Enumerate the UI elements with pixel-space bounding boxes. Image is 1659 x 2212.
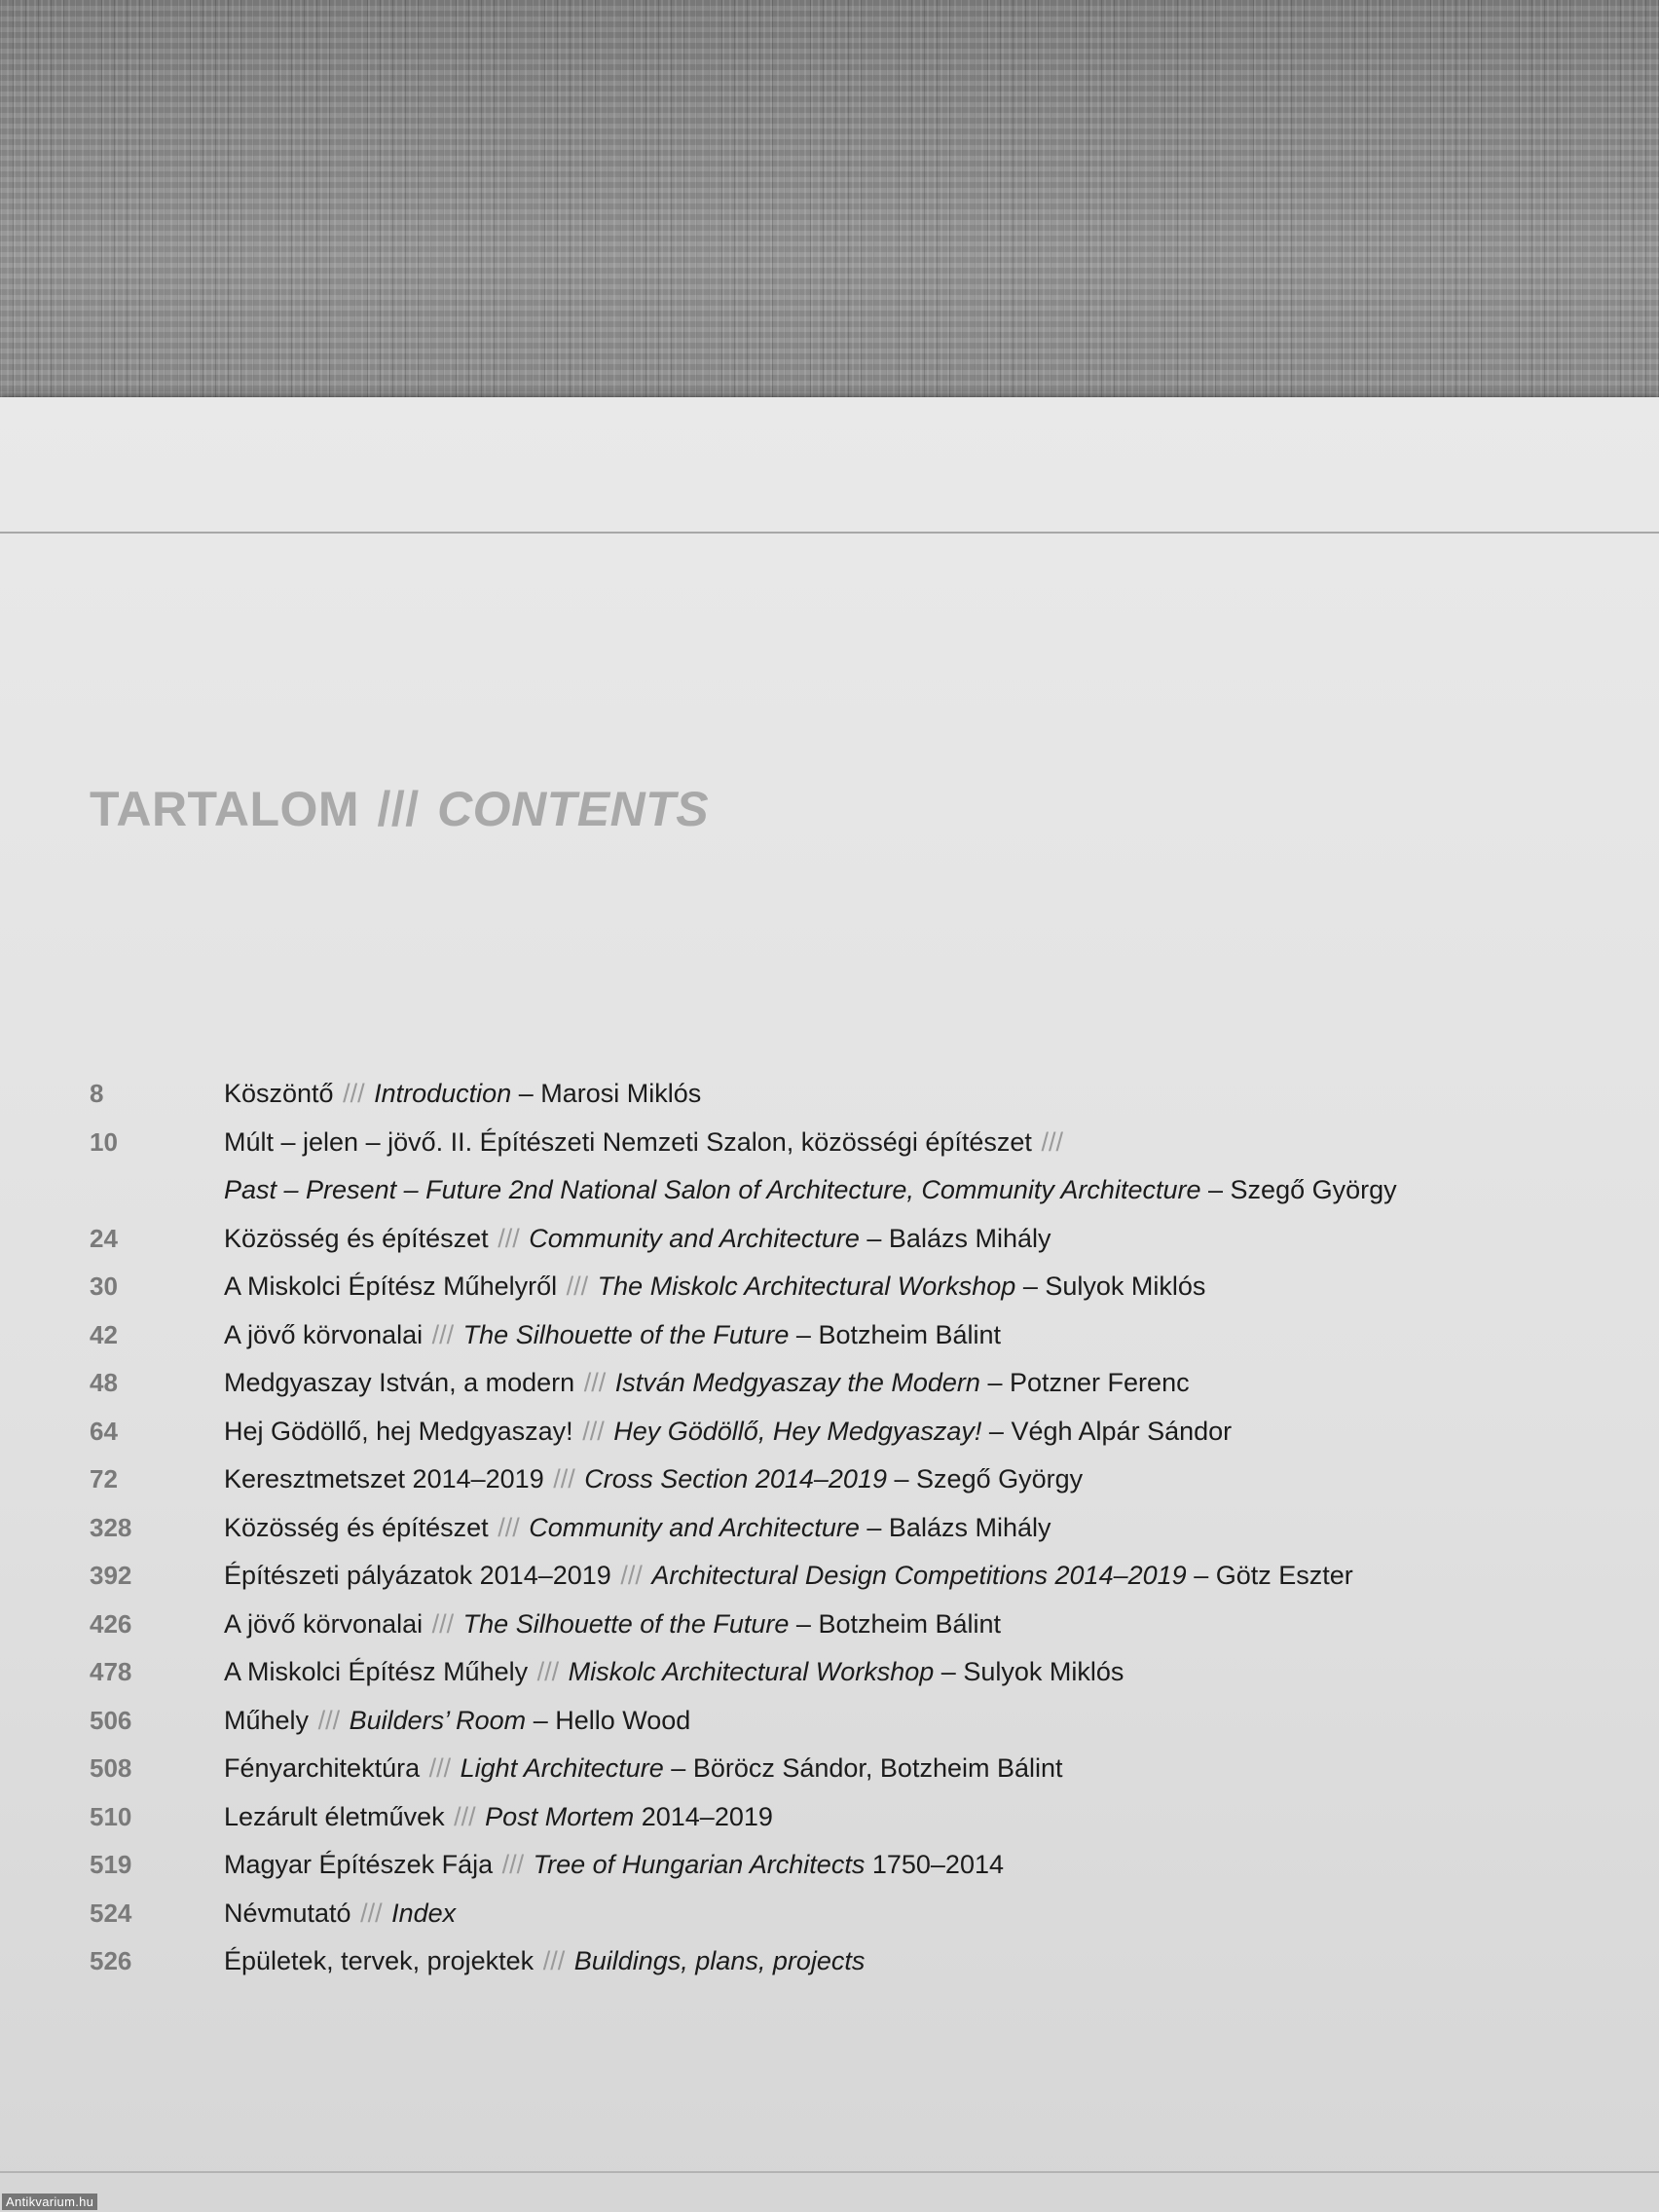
toc-author: Végh Alpár Sándor (1011, 1416, 1233, 1446)
toc-title (224, 1657, 1124, 1687)
toc-dash: – (1022, 1272, 1038, 1301)
toc-title-hu: Névmutató (224, 1898, 351, 1928)
toc-title-en: Builders’ Room (349, 1705, 527, 1735)
toc-dash: – (1208, 1175, 1224, 1204)
toc-title-en: Introduction (374, 1079, 512, 1108)
desk-background (0, 0, 1659, 428)
toc-dash: – (795, 1319, 811, 1349)
toc-page-number: 510 (90, 1801, 132, 1831)
toc-entry[interactable] (0, 1464, 1659, 1507)
toc-separator: /// (498, 1512, 520, 1542)
toc-author: Hello Wood (555, 1705, 691, 1735)
toc-page-number: 328 (90, 1512, 132, 1542)
toc-dash: – (795, 1608, 811, 1639)
toc-title-hu: Építészeti pályázatok 2014–2019 (224, 1561, 611, 1590)
toc-separator: /// (431, 1608, 455, 1639)
toc-dash: – (987, 1368, 1003, 1397)
toc-entry[interactable] (0, 1657, 1659, 1700)
toc-title (224, 1609, 1001, 1640)
toc-author: Botzheim Bálint (818, 1608, 1002, 1639)
toc-author: Götz Eszter (1215, 1561, 1353, 1590)
toc-title (224, 1946, 865, 1976)
toc-title (224, 1368, 1190, 1398)
toc-entry[interactable] (0, 1513, 1659, 1556)
toc-title-en: The Silhouette of the Future (462, 1608, 790, 1639)
toc-author: Potzner Ferenc (1010, 1368, 1190, 1397)
toc-title (224, 1175, 1397, 1205)
toc-page-number: 30 (90, 1272, 118, 1301)
toc-separator: /// (1041, 1126, 1063, 1157)
toc-separator: /// (498, 1223, 520, 1253)
toc-entry[interactable] (0, 1753, 1659, 1796)
toc-dash: – (940, 1657, 956, 1686)
toc-author: Balázs Mihály (888, 1512, 1051, 1542)
toc-separator: /// (431, 1319, 455, 1349)
book-page (0, 397, 1659, 2212)
toc-title-en: Buildings, plans, projects (573, 1946, 866, 1975)
toc-title (224, 1899, 456, 1929)
toc-title-hu: A Miskolci Építész Műhely (224, 1657, 529, 1686)
toc-dash: – (866, 1223, 882, 1253)
toc-page-number: 10 (90, 1126, 118, 1157)
toc-page-number: 392 (90, 1561, 132, 1590)
toc-title-hu: Múlt – jelen – jövő. II. Építészeti Nemzeti Szalon, közösségi építészet (224, 1126, 1032, 1157)
toc-entry[interactable] (0, 1899, 1659, 1941)
toc-page-number: 506 (90, 1705, 132, 1735)
toc-title-hu: Épületek, tervek, projektek (224, 1946, 535, 1975)
toc-title (224, 1802, 773, 1832)
toc-author: Sulyok Miklós (963, 1657, 1124, 1686)
toc-separator: /// (428, 1753, 452, 1783)
toc-separator: /// (566, 1272, 589, 1301)
toc-title-hu: A jövő körvonalai (224, 1319, 424, 1349)
toc-dash: – (988, 1416, 1004, 1446)
toc-title (224, 1417, 1232, 1447)
toc-entry[interactable] (0, 1368, 1659, 1411)
toc-page-number: 24 (90, 1223, 118, 1253)
toc-title (224, 1753, 1063, 1784)
toc-author: Botzheim Bálint (818, 1319, 1002, 1349)
toc-separator: /// (501, 1850, 525, 1879)
toc-page-number: 48 (90, 1368, 118, 1397)
toc-title (224, 1079, 701, 1109)
toc-title (224, 1561, 1353, 1591)
toc-separator: /// (582, 1416, 605, 1446)
toc-entry[interactable] (0, 1320, 1659, 1363)
toc-page-number: 524 (90, 1898, 132, 1928)
toc-title (224, 1850, 1004, 1880)
toc-title-en: Tree of Hungarian Architects (533, 1850, 866, 1879)
toc-title-en: Community and Architecture (529, 1223, 860, 1253)
toc-title-hu: Fényarchitektúra (224, 1753, 421, 1783)
toc-page-number: 64 (90, 1416, 118, 1446)
toc-separator: /// (536, 1657, 560, 1686)
toc-entry[interactable] (0, 1609, 1659, 1652)
toc-page-number: 526 (90, 1946, 132, 1975)
toc-separator: /// (454, 1801, 476, 1831)
toc-entry[interactable] (0, 1706, 1659, 1749)
bottom-rule (0, 2171, 1659, 2173)
toc-title-en: Cross Section 2014–2019 (584, 1464, 887, 1493)
toc-title-hu: Műhely (224, 1705, 310, 1735)
watermark: Antikvarium.hu (2, 2194, 97, 2210)
toc-separator: /// (360, 1898, 383, 1928)
toc-page-number: 426 (90, 1608, 132, 1639)
toc-title-hu: Keresztmetszet 2014–2019 (224, 1464, 544, 1493)
toc-title-hu: Közösség és építészet (224, 1223, 489, 1253)
toc-author: Marosi Miklós (540, 1079, 702, 1108)
toc-title-en: Miskolc Architectural Workshop (568, 1657, 935, 1686)
toc-page-number: 478 (90, 1657, 132, 1686)
toc-entry[interactable] (0, 1272, 1659, 1314)
heading-separator: /// (377, 782, 420, 836)
toc-page-number: 72 (90, 1464, 118, 1493)
toc-entry[interactable] (0, 1946, 1659, 1989)
toc-title-en: Light Architecture (460, 1753, 664, 1783)
toc-author: Szegő György (916, 1464, 1084, 1493)
toc-entry[interactable] (0, 1224, 1659, 1267)
toc-entry[interactable] (0, 1850, 1659, 1893)
toc-entry[interactable] (0, 1175, 1659, 1218)
toc-entry[interactable] (0, 1561, 1659, 1604)
toc-title-hu: Lezárult életművek (224, 1801, 445, 1831)
toc-dash: – (671, 1753, 686, 1783)
toc-title-en: Architectural Design Competitions 2014–2019 (651, 1561, 1187, 1590)
toc-entry[interactable] (0, 1079, 1659, 1122)
toc-dash: – (894, 1464, 909, 1493)
toc-title-en: Community and Architecture (529, 1512, 860, 1542)
heading-hu: TARTALOM (90, 782, 360, 836)
toc-page-number: 519 (90, 1850, 132, 1879)
toc-title-en: The Miskolc Architectural Workshop (597, 1272, 1016, 1301)
toc-years: 1750–2014 (871, 1850, 1004, 1879)
toc-title-hu: Magyar Építészek Fája (224, 1850, 494, 1879)
toc-title-hu: Hej Gödöllő, hej Medgyaszay! (224, 1416, 573, 1446)
toc-title (224, 1513, 1051, 1543)
toc-title-hu: A jövő körvonalai (224, 1608, 424, 1639)
toc-entry[interactable] (0, 1417, 1659, 1459)
toc-title (224, 1272, 1205, 1302)
toc-page-number: 8 (90, 1079, 104, 1108)
heading-en: CONTENTS (437, 782, 710, 836)
toc-title-en: Past – Present – Future 2nd National Salon of Architecture, Community Architecture (224, 1175, 1201, 1204)
toc-title-hu: Medgyaszay István, a modern (224, 1368, 575, 1397)
toc-dash: – (1194, 1561, 1209, 1590)
toc-page-number: 42 (90, 1319, 118, 1349)
toc-page-number: 508 (90, 1753, 132, 1783)
toc-separator: /// (542, 1946, 566, 1975)
toc-title-hu: Közösség és építészet (224, 1512, 489, 1542)
toc-title-hu: Köszöntő (224, 1079, 334, 1108)
toc-separator: /// (343, 1079, 365, 1108)
toc-title (224, 1224, 1051, 1254)
toc-title (224, 1320, 1001, 1350)
toc-author: Szegő György (1230, 1175, 1397, 1204)
table-of-contents (0, 397, 1659, 2212)
toc-separator: /// (553, 1464, 575, 1493)
toc-author: Sulyok Miklós (1045, 1272, 1206, 1301)
toc-dash: – (866, 1512, 882, 1542)
toc-separator: /// (583, 1368, 607, 1397)
toc-author: Balázs Mihály (888, 1223, 1051, 1253)
toc-separator: /// (620, 1561, 643, 1590)
toc-title-en: Post Mortem (485, 1801, 635, 1831)
toc-title-en: István Medgyaszay the Modern (614, 1368, 980, 1397)
toc-separator: /// (317, 1705, 341, 1735)
toc-title-en: The Silhouette of the Future (462, 1319, 790, 1349)
toc-title-hu: A Miskolci Építész Műhelyről (224, 1272, 558, 1301)
toc-title-en: Index (391, 1898, 457, 1928)
toc-title (224, 1464, 1083, 1494)
toc-title (224, 1127, 1065, 1158)
toc-dash: – (533, 1705, 548, 1735)
toc-title-en: Hey Gödöllő, Hey Medgyaszay! (613, 1416, 982, 1446)
toc-dash: – (518, 1079, 534, 1108)
toc-entry[interactable] (0, 1802, 1659, 1845)
toc-title (224, 1706, 690, 1736)
toc-author: Böröcz Sándor, Botzheim Bálint (692, 1753, 1063, 1783)
toc-years: 2014–2019 (641, 1801, 773, 1831)
toc-entry[interactable] (0, 1127, 1659, 1170)
